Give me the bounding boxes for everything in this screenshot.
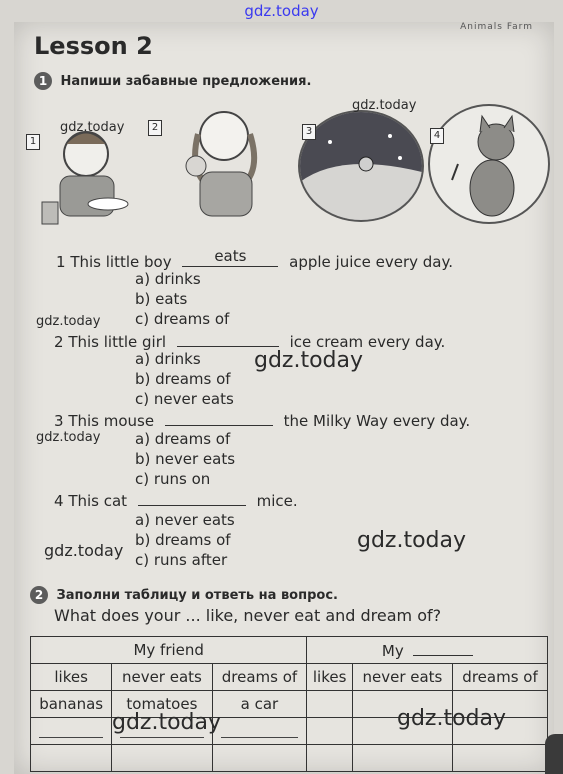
question-2: [54, 332, 445, 351]
question-text-after: ice cream every day.: [289, 333, 446, 351]
answer-table: [30, 636, 548, 772]
picture-cat: [428, 104, 550, 224]
table-group-my-blank[interactable]: [413, 641, 473, 656]
watermark: gdz.today: [254, 348, 364, 373]
picture-mouse: [298, 110, 424, 222]
task1-title: Напиши забавные предложения.: [60, 74, 312, 89]
picture-number-1: 1: [26, 134, 40, 150]
watermark: gdz.today: [44, 541, 124, 560]
table-group-my: [307, 637, 548, 664]
table-header: likes: [31, 664, 112, 691]
option-2b: b) dreams of: [135, 370, 231, 388]
option-4b: b) dreams of: [135, 531, 231, 549]
option-1a: a) drinks: [135, 270, 201, 288]
option-1b: b) eats: [135, 290, 188, 308]
question-3: [54, 411, 470, 430]
task2-question: What does your ... like, never eat and dream of?: [54, 606, 442, 625]
cat-mouse-illustration: [430, 106, 548, 222]
running-head: Animals Farm: [460, 22, 533, 32]
watermark: gdz.today: [397, 706, 507, 731]
option-2c: c) never eats: [135, 390, 234, 408]
picture-number-3: 3: [302, 124, 316, 140]
table-cell[interactable]: [212, 718, 307, 745]
table-group-my-friend: My friend: [31, 637, 307, 664]
question-text-before: This little boy: [70, 253, 172, 271]
table-cell[interactable]: [31, 718, 112, 745]
picture-number-4: 4: [430, 128, 444, 144]
table-header: never eats: [352, 664, 452, 691]
watermark-top[interactable]: gdz.today: [244, 2, 319, 20]
table-cell[interactable]: [352, 745, 452, 772]
option-2a: a) drinks: [135, 350, 201, 368]
question-number: 3: [54, 412, 64, 430]
question-text-before: This cat: [68, 492, 128, 510]
answer-text: eats: [214, 247, 247, 265]
table-cell[interactable]: tomatoes: [112, 691, 212, 718]
question-1: [56, 247, 454, 271]
option-1c: c) dreams of: [135, 310, 230, 328]
table-group-my-label: My: [381, 641, 404, 660]
task2-heading: [30, 586, 338, 604]
cell-line: [39, 725, 103, 738]
task1-heading: [34, 72, 311, 90]
table-cell[interactable]: [453, 745, 548, 772]
table-cell[interactable]: [307, 691, 352, 718]
table-cell[interactable]: a car: [212, 691, 307, 718]
girl-ice-cream-illustration: [160, 96, 282, 220]
watermark: gdz.today: [357, 528, 467, 553]
watermark: gdz.today: [36, 314, 101, 329]
lesson-title: Lesson 2: [34, 32, 153, 60]
watermark: gdz.today: [36, 430, 101, 445]
table-cell[interactable]: [307, 745, 352, 772]
question-number: 2: [54, 333, 64, 351]
watermark: gdz.today: [352, 98, 417, 113]
question-text-after: apple juice every day.: [289, 253, 454, 271]
answer-blank[interactable]: [138, 491, 246, 506]
answer-blank[interactable]: [177, 332, 279, 347]
task2-title: Заполни таблицу и ответь на вопрос.: [56, 588, 338, 603]
table-header: never eats: [112, 664, 212, 691]
answer-blank[interactable]: [165, 411, 273, 426]
option-4c: c) runs after: [135, 551, 228, 569]
task2-number: 2: [30, 586, 48, 604]
cell-line: [221, 725, 299, 738]
answer-blank[interactable]: [182, 247, 278, 267]
option-3c: c) runs on: [135, 470, 211, 488]
option-4a: a) never eats: [135, 511, 235, 529]
table-header: dreams of: [453, 664, 548, 691]
picture-girl: [160, 96, 282, 220]
table-cell[interactable]: [31, 745, 112, 772]
watermark: gdz.today: [60, 120, 125, 135]
option-3b: b) never eats: [135, 450, 236, 468]
watermark: gdz.today: [112, 710, 222, 735]
table-cell[interactable]: bananas: [31, 691, 112, 718]
question-text-after: mice.: [256, 492, 298, 510]
table-cell[interactable]: [307, 718, 352, 745]
question-text-before: This little girl: [68, 333, 167, 351]
question-text-after: the Milky Way every day.: [283, 412, 471, 430]
question-4: [54, 491, 298, 510]
table-header: dreams of: [212, 664, 307, 691]
table-header: likes: [307, 664, 352, 691]
question-number: 4: [54, 492, 64, 510]
table-cell[interactable]: [212, 745, 307, 772]
picture-number-2: 2: [148, 120, 162, 136]
page-corner: [545, 734, 563, 774]
task1-number: 1: [34, 72, 52, 90]
question-number: 1: [56, 253, 66, 271]
table-cell[interactable]: [112, 745, 212, 772]
mouse-milky-way-illustration: [300, 112, 422, 220]
question-text-before: This mouse: [68, 412, 155, 430]
option-3a: a) dreams of: [135, 430, 231, 448]
